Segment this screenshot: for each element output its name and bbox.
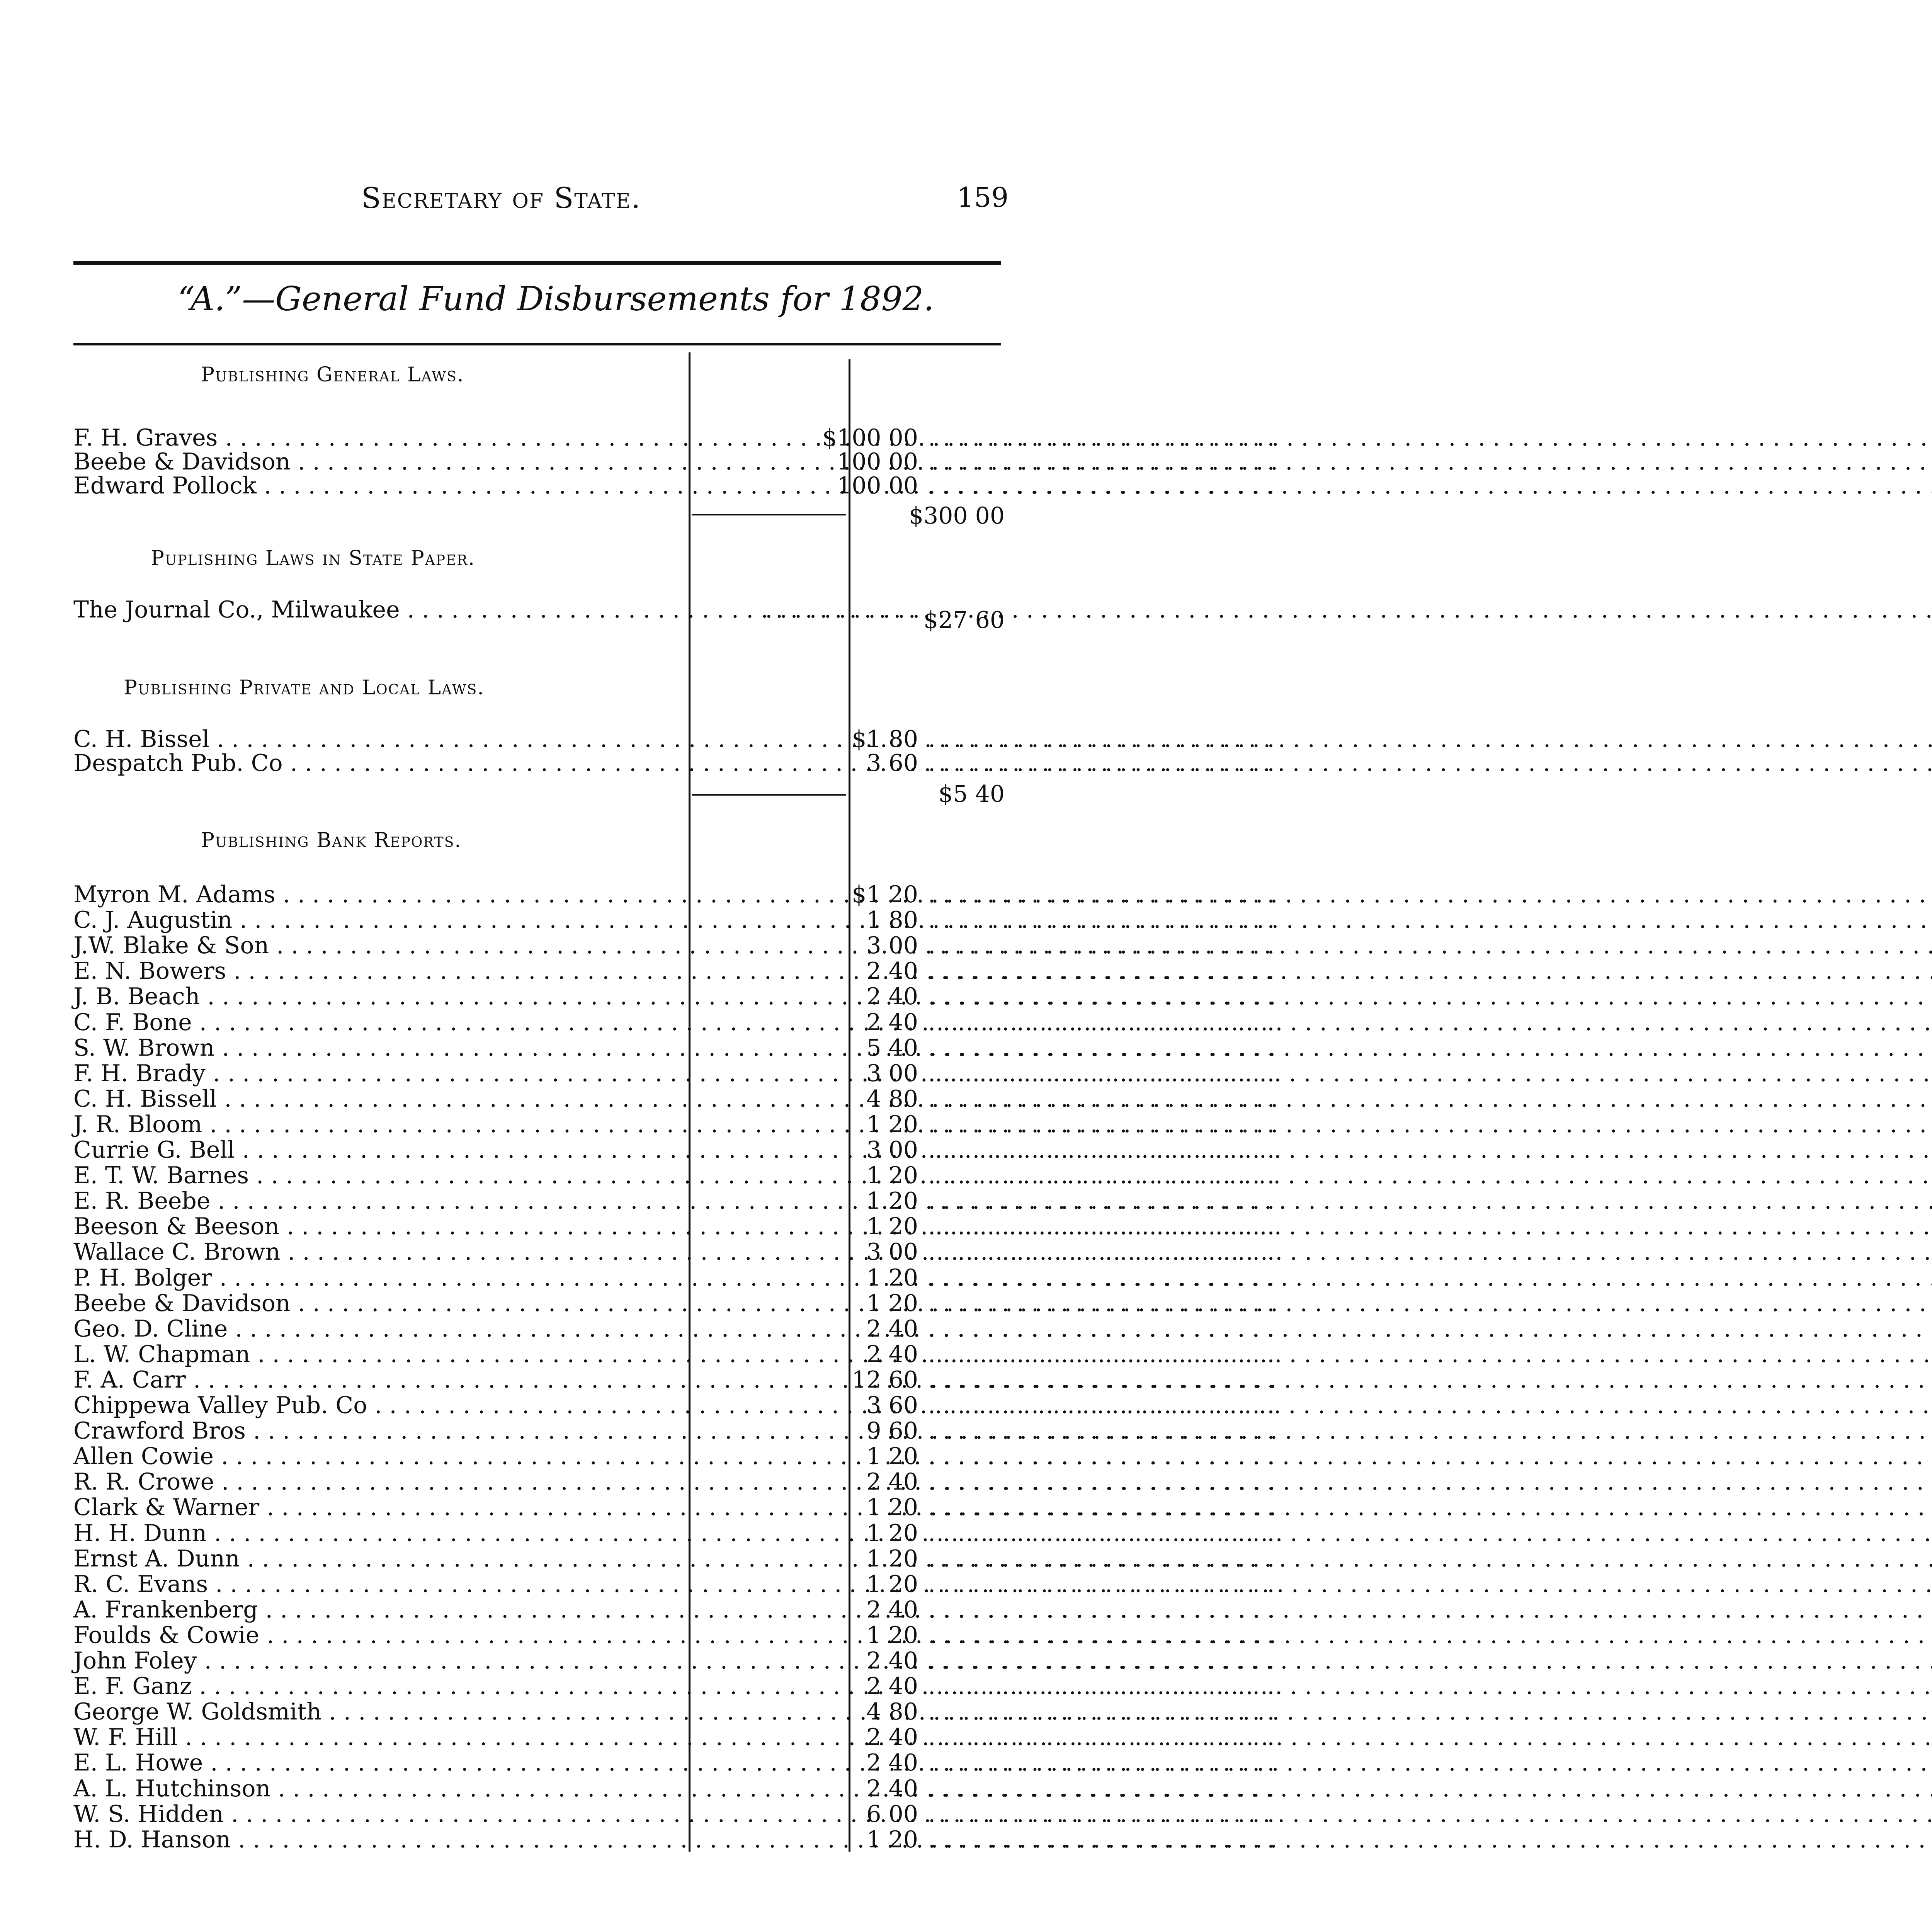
leader-dots: . . . . . . . . . . . . . . . . . . . . . . . . — [928, 1570, 1275, 1598]
subtotal-rule — [692, 794, 846, 796]
payee-name: John Foley . . . — [73, 1648, 684, 1673]
ledger-row — [73, 726, 1275, 753]
payee-name: Myron M. Adams . . . — [73, 882, 684, 907]
leader-dots: . . . . . . . . . . . . . . . . . . . . . . . . — [928, 1826, 1275, 1853]
ledger-row — [73, 424, 1275, 451]
payment-amount: 1 20 — [866, 1111, 918, 1138]
ledger-row — [73, 1698, 1275, 1726]
payee-name: Geo. D. Cline . . . — [73, 1316, 684, 1342]
payee-name: E. N. Bowers . . . — [73, 958, 684, 984]
payee-name: Beebe & Davidson . . . — [73, 449, 684, 474]
payment-amount: 2 40 — [866, 957, 918, 985]
leader-dots: . . . . . . . . . . . . . . . . . . . . . . . . — [928, 1749, 1275, 1777]
leader-dots: . . . . . . . . . . . . . . . . . . . . . . . . — [928, 1392, 1275, 1419]
payee-name: Chippewa Valley Pub. Co . . . — [73, 1393, 684, 1418]
ledger-row — [73, 1443, 1275, 1470]
payee-name: H. D. Hanson . . . — [73, 1827, 684, 1852]
ledger-row — [73, 1673, 1275, 1700]
payment-amount: 1 20 — [866, 1443, 918, 1470]
leader-dots: . . . . . . . . . . . . . . . . . . . . . . . . — [928, 906, 1275, 934]
payment-amount: 3 00 — [866, 1238, 918, 1266]
leader-dots: . . . . . . . . . . . . . . . . . . . . . . . . — [928, 1647, 1275, 1674]
table-title: “A.”—General Fund Disbursements for 1892. — [178, 280, 934, 318]
ledger-row — [73, 1392, 1275, 1419]
payee-name: F. H. Graves . . . — [73, 425, 684, 451]
payee-name: A. Frankenberg . . . — [73, 1597, 684, 1622]
ledger-row — [73, 750, 1275, 777]
payment-amount: 100 00 — [837, 448, 918, 475]
ledger-row — [73, 1162, 1275, 1189]
leader-dots: . . . . . . . . . . . . . . . . . . . . . . . . — [928, 957, 1275, 985]
section-heading: Publishing Bank Reports. — [201, 829, 462, 852]
payment-amount: 3 00 — [866, 932, 918, 959]
payee-name: H. H. Dunn . . . — [73, 1520, 684, 1546]
ledger-row — [73, 1213, 1275, 1240]
payee-name: Despatch Pub. Co . . . — [73, 750, 684, 776]
payment-amount: 2 40 — [866, 1468, 918, 1496]
ledger-row — [73, 1621, 1275, 1649]
payment-amount: 1 20 — [866, 1570, 918, 1598]
ledger-row — [73, 472, 1275, 499]
top-rule — [73, 261, 1001, 265]
leader-dots: . . . . . . . . . . . . . . . . . . . . . . . . — [928, 1800, 1275, 1828]
ledger-row — [73, 1519, 1275, 1547]
payee-name: Ernst A. Dunn . . . — [73, 1546, 684, 1571]
leader-dots: . . . . . . . . . . . . . . . . . . . . . . . . — [928, 1213, 1275, 1240]
leader-dots: . . . . . . . . . . . . . . . . . . . . . . . . — [928, 1443, 1275, 1470]
payment-amount: 1 20 — [866, 1187, 918, 1215]
ledger-row — [73, 1417, 1275, 1445]
ledger-row — [73, 881, 1275, 908]
ledger-row — [73, 1749, 1275, 1777]
payee-name: J. B. Beach . . . — [73, 984, 684, 1009]
leader-dots: . . . . . . . . . . . . . . . . . . . . . . . . — [928, 1494, 1275, 1521]
payee-name: A. L. Hutchinson . . . — [73, 1776, 684, 1801]
payment-amount: 2 40 — [866, 1340, 918, 1368]
running-title: Secretary of State. — [361, 182, 641, 215]
payment-amount: 1 20 — [866, 1545, 918, 1572]
leader-dots: . . . . . . . . . . . . . . . . . . . . . . . . — [928, 1136, 1275, 1163]
ledger-row — [73, 1289, 1275, 1317]
payee-name: Wallace C. Brown . . . — [73, 1239, 684, 1265]
leader-dots: . . . . . . . . . . . . . . . . . . . . . . . . — [928, 1596, 1275, 1623]
payee-name: P. H. Bolger . . . — [73, 1265, 684, 1291]
payee-name: C. H. Bissell . . . — [73, 1086, 684, 1112]
payee-name: W. S. Hidden . . . — [73, 1801, 684, 1827]
leader-dots: . . . . . . . . . . . . . . . . . . . . . . . . — [928, 1468, 1275, 1496]
leader-dots: . . . . . . . . . . . . . . . . . . . . . . . . — [928, 1545, 1275, 1572]
leader-dots: . . . . . . . . . . . . . . . . . . . . . . . . — [928, 1621, 1275, 1649]
ledger-row — [73, 1366, 1275, 1393]
section-total: $5 40 — [938, 781, 1005, 808]
section-heading: Publishing Private and Local Laws. — [124, 676, 485, 699]
leader-dots: . . . . . . . . . . . . . . . . . . . . . . . . — [928, 983, 1275, 1010]
payee-name: F. H. Brady . . . — [73, 1061, 684, 1086]
leader-dots: . . . . . . . . . . . . . . . . . . . . . . . . — [928, 750, 1275, 777]
ledger-row — [73, 1034, 1275, 1061]
payee-name: Beeson & Beeson . . . — [73, 1214, 684, 1239]
ledger-row — [73, 1826, 1275, 1853]
payee-name: S. W. Brown . . . — [73, 1035, 684, 1061]
ledger-row — [73, 1136, 1275, 1163]
payee-name: E. L. Howe . . . — [73, 1750, 684, 1776]
payment-amount: 1 20 — [866, 1826, 918, 1853]
ledger-row — [73, 1468, 1275, 1496]
payee-name: Allen Cowie . . . — [73, 1444, 684, 1469]
ledger-row — [73, 1009, 1275, 1036]
ledger-row — [73, 1775, 1275, 1802]
payment-amount: 1 80 — [866, 906, 918, 934]
payment-amount: 1 20 — [866, 1494, 918, 1521]
leader-dots: . . . . . . . . . . . . . . . . . . . . . . . . — [928, 1187, 1275, 1215]
ledger-row — [73, 1596, 1275, 1623]
ledger-row — [73, 1545, 1275, 1572]
ledger-row — [73, 1800, 1275, 1828]
payment-amount: 3 60 — [866, 750, 918, 777]
section-total: $300 00 — [908, 502, 1005, 529]
leader-dots: . . . . . . . . . . . . . . . . . . . . . . . . — [928, 1238, 1275, 1266]
leader-dots: . . . . . . . . . . . . . . . . . . . . . . . . — [928, 1340, 1275, 1368]
payment-amount: 2 40 — [866, 1315, 918, 1342]
leader-dots: . . . . . . . . . . . . . . . . . . . . . . . . — [928, 1085, 1275, 1112]
payment-amount: 100 00 — [837, 472, 918, 499]
payee-name: E. R. Beebe . . . — [73, 1188, 684, 1214]
payment-amount: 4 80 — [866, 1698, 918, 1726]
section-heading: Puplishing Laws in State Paper. — [151, 547, 475, 570]
ledger-row — [73, 1111, 1275, 1138]
ledger-row — [73, 1340, 1275, 1368]
subtotal-rule — [692, 514, 846, 515]
ledger-row — [73, 1494, 1275, 1521]
payment-amount: 9 60 — [866, 1417, 918, 1445]
payment-amount: 1 20 — [866, 1621, 918, 1649]
payment-amount: 4 80 — [866, 1085, 918, 1112]
leader-dots: . . . . . . . . . . . . . . . . . . . . . . . . — [928, 1724, 1275, 1751]
leader-dots: . . . . . . . . . . . . . . . . . . . . . . . . — [928, 1417, 1275, 1445]
payee-name: Foulds & Cowie . . . — [73, 1622, 684, 1648]
leader-dots: . . . . . . . . . . . . . . . . . . . . . . . . — [928, 932, 1275, 959]
payment-amount: 2 40 — [866, 1647, 918, 1674]
payee-name: C. H. Bissel . . . — [73, 726, 684, 752]
payment-amount: 1 20 — [866, 1213, 918, 1240]
ledger-row — [73, 1724, 1275, 1751]
payee-name: J. R. Bloom . . . — [73, 1112, 684, 1137]
payee-name: F. A. Carr . . . — [73, 1367, 684, 1393]
payment-amount: 12 60 — [852, 1366, 918, 1393]
payee-name: Currie G. Bell . . . — [73, 1137, 684, 1163]
section-total: $27 60 — [923, 607, 1005, 634]
payee-name: J.W. Blake & Son . . . — [73, 933, 684, 958]
leader-dots: . . . . . . . . . . . . . . . . . . . . . . . . — [928, 424, 1275, 451]
payment-amount: 1 20 — [866, 1264, 918, 1291]
page-header — [73, 182, 1009, 220]
payee-name: George W. Goldsmith . . . — [73, 1699, 684, 1725]
ledger-row — [73, 1085, 1275, 1112]
title-rule — [73, 343, 1001, 345]
payment-amount: 2 40 — [866, 1009, 918, 1036]
ledger-row — [73, 1238, 1275, 1266]
ledger-row — [73, 448, 1275, 475]
payee-name: C. F. Bone . . . — [73, 1010, 684, 1035]
leader-dots: . . . . . . . . . . . . . . . . . . . . . . . . — [928, 1289, 1275, 1317]
ledger-row — [73, 957, 1275, 985]
payment-amount: 2 40 — [866, 1673, 918, 1700]
payee-name: C. J. Augustin . . . — [73, 907, 684, 933]
payment-amount: $100 00 — [822, 424, 918, 451]
ledger-row — [73, 1570, 1275, 1598]
leader-dots: . . . . . . . . . . . . . . . . . . . . . . . . — [928, 1111, 1275, 1138]
leader-dots: . . . . . . . . . . . . . . . . . . . . . . . . — [928, 1060, 1275, 1087]
ledger-row — [73, 906, 1275, 934]
leader-dots: . . . . . . . . . . . . . . . . . . . . . . . . — [928, 1698, 1275, 1726]
leader-dots: . . . . . . . . . . . . . . . . . . . . . . . . — [928, 1034, 1275, 1061]
section-heading: Publishing General Laws. — [201, 363, 464, 386]
payee-name: Edward Pollock . . . — [73, 473, 684, 498]
ledger-row — [73, 1060, 1275, 1087]
payment-amount: 2 40 — [866, 1775, 918, 1802]
leader-dots: . . . . . . . . . . . . . . . . . . . . . . . . — [928, 1673, 1275, 1700]
payee-name: E. F. Ganz . . . — [73, 1673, 684, 1699]
payment-amount: 2 40 — [866, 983, 918, 1010]
payment-amount: 2 40 — [866, 1724, 918, 1751]
leader-dots: . . . . . . . . . . . . . . . . . . . . . . . . — [928, 1009, 1275, 1036]
leader-dots: . . . . . . . . . . . . . . . . . . . . . . . . — [928, 881, 1275, 908]
leader-dots: . . . . . . . . . . . . . . . . . . . . . . . . — [928, 448, 1275, 475]
leader-dots: . . . . . . . . . . . . . . . . . . . . . . . . — [928, 1366, 1275, 1393]
leader-dots: . . . . . . . . . . . . . . . . . . . . . . . . — [928, 726, 1275, 753]
payment-amount: 1 20 — [866, 1519, 918, 1547]
ledger-row — [73, 1315, 1275, 1342]
leader-dots: . . . . . . . . . . . . . . . . . . . . . . . . — [928, 1519, 1275, 1547]
payee-name: Clark & Warner . . . — [73, 1495, 684, 1520]
payee-name: W. F. Hill . . . — [73, 1725, 684, 1750]
leader-dots: . . . . . . . . . . . . . . . . . . . . . . . . — [928, 472, 1275, 499]
payment-amount: $1 20 — [852, 881, 918, 908]
leader-dots: . . . . . . . . . . . . . . . . . . . . . . . . — [928, 1162, 1275, 1189]
payment-amount: 1 20 — [866, 1289, 918, 1317]
payee-name: E. T. W. Barnes . . . — [73, 1163, 684, 1188]
payee-name: L. W. Chapman . . . — [73, 1342, 684, 1367]
payment-amount: 3 60 — [866, 1392, 918, 1419]
leader-dots: . . . . . . . . . . . . . . . . . . . . . . . . — [928, 1315, 1275, 1342]
payee-name: Crawford Bros . . . — [73, 1418, 684, 1444]
ledger-row — [73, 1187, 1275, 1215]
ledger-row — [73, 1264, 1275, 1291]
leader-dots: . . . . . . . . . . . — [765, 596, 920, 623]
payee-name: Beebe & Davidson . . . — [73, 1291, 684, 1316]
payment-amount: 2 40 — [866, 1749, 918, 1777]
payment-amount: 1 20 — [866, 1162, 918, 1189]
payment-amount: 3 00 — [866, 1060, 918, 1087]
payment-amount: 2 40 — [866, 1596, 918, 1623]
payment-amount: $1 80 — [852, 726, 918, 753]
payment-amount: 5 40 — [866, 1034, 918, 1061]
payee-name: R. C. Evans . . . — [73, 1571, 684, 1597]
ledger-row — [73, 932, 1275, 959]
ledger-row — [73, 983, 1275, 1010]
payment-amount: 6 00 — [866, 1800, 918, 1828]
ledger-row — [73, 1647, 1275, 1674]
leader-dots: . . . . . . . . . . . . . . . . . . . . . . . . — [928, 1264, 1275, 1291]
page-number: 159 — [957, 182, 1009, 213]
leader-dots: . . . . . . . . . . . . . . . . . . . . . . . . — [928, 1775, 1275, 1802]
payment-amount: 3 00 — [866, 1136, 918, 1163]
payee-name: R. R. Crowe . . . — [73, 1469, 684, 1495]
payee-name: The Journal Co., Milwaukee . . . — [73, 597, 684, 622]
